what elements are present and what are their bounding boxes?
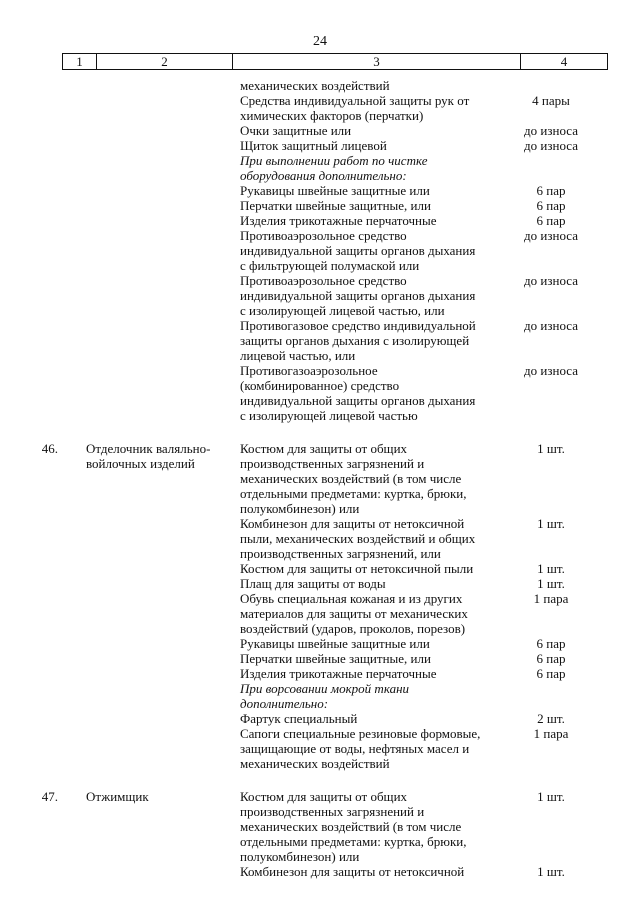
item-text: производственных загрязнений, или — [240, 546, 441, 561]
item-quantity: 6 пар — [536, 636, 566, 651]
item-quantity: 4 пары — [532, 93, 570, 108]
item-line — [240, 303, 640, 318]
item-text: Комбинезон для защиты от нетоксичной — [240, 516, 465, 531]
item-quantity: до износа — [524, 138, 578, 153]
item-text: с изолирующей лицевой частью — [240, 408, 418, 423]
item-text: с изолирующей лицевой частью, или — [240, 303, 445, 318]
item-text: (комбинированное) средство — [240, 378, 400, 393]
item-text: индивидуальной защиты органов дыхания — [240, 288, 476, 303]
table-body — [0, 78, 640, 879]
header-col-1: 1 — [63, 54, 97, 69]
item-line — [240, 258, 640, 273]
item-line — [240, 441, 618, 456]
item-quantity — [484, 288, 618, 303]
item-text: При ворсовании мокрой ткани — [240, 681, 410, 696]
item-line — [240, 726, 618, 741]
item-line — [240, 138, 640, 153]
item-text: защищающие от воды, нефтяных масел и — [240, 741, 470, 756]
item-quantity — [484, 531, 618, 546]
item-line — [240, 576, 618, 591]
item-quantity: 1 шт. — [537, 789, 565, 804]
item-line — [240, 819, 618, 834]
header-col-3: 3 — [233, 54, 521, 69]
item-line — [240, 864, 618, 879]
item-text: Фартук специальный — [240, 711, 358, 726]
item-line — [240, 198, 640, 213]
item-quantity — [484, 243, 618, 258]
item-line — [240, 666, 618, 681]
item-quantity — [484, 621, 618, 636]
item-text: оборудования дополнительно: — [240, 168, 407, 183]
item-quantity: 6 пар — [536, 666, 566, 681]
item-text: производственных загрязнений и — [240, 456, 425, 471]
item-line — [240, 804, 618, 819]
item-text: с фильтрующей полумаской или — [240, 258, 420, 273]
item-text: Костюм для защиты от общих — [240, 789, 408, 804]
item-quantity — [484, 546, 618, 561]
item-quantity — [484, 819, 618, 834]
item-line — [240, 756, 618, 771]
item-text: Противоаэрозольное средство — [240, 273, 407, 288]
item-line — [240, 183, 640, 198]
item-quantity: 1 шт. — [537, 561, 565, 576]
item-line — [240, 288, 640, 303]
item-line — [240, 93, 640, 108]
page-number: 24 — [313, 34, 327, 49]
item-text: механических воздействий — [240, 78, 390, 93]
item-quantity: 1 шт. — [537, 864, 565, 879]
item-line — [240, 228, 640, 243]
item-text: полукомбинезон) или — [240, 849, 360, 864]
item-text: механических воздействий (в том числе — [240, 471, 462, 486]
profession-name — [72, 441, 222, 771]
item-text: Комбинезон для защиты от нетоксичной — [240, 864, 465, 879]
item-line — [240, 621, 618, 636]
item-text: отдельными предметами: куртка, брюки, — [240, 834, 467, 849]
item-quantity — [484, 741, 618, 756]
item-quantity — [484, 471, 618, 486]
item-text: При выполнении работ по чистке — [240, 153, 428, 168]
item-text: Очки защитные или — [240, 123, 352, 138]
item-quantity — [484, 696, 618, 711]
item-quantity — [484, 333, 618, 348]
item-quantity: 2 шт. — [537, 711, 565, 726]
item-quantity: 6 пар — [536, 198, 566, 213]
item-quantity — [484, 501, 618, 516]
item-quantity — [484, 456, 618, 471]
item-line — [240, 243, 640, 258]
item-quantity: до износа — [524, 123, 578, 138]
item-text: индивидуальной защиты органов дыхания — [240, 393, 476, 408]
item-quantity: 1 пара — [533, 591, 569, 606]
item-line — [240, 546, 618, 561]
item-quantity — [484, 804, 618, 819]
item-text: Средства индивидуальной защиты рук от — [240, 93, 470, 108]
item-quantity — [484, 78, 618, 93]
item-quantity — [484, 168, 618, 183]
profession-line: Отделочник валяльно- — [86, 441, 211, 456]
header-col-2: 2 — [97, 54, 233, 69]
item-line — [240, 681, 618, 696]
item-text: индивидуальной защиты органов дыхания — [240, 243, 476, 258]
item-quantity — [484, 108, 618, 123]
entry-number: 46. — [41, 441, 58, 456]
item-text: отдельными предметами: куртка, брюки, — [240, 486, 467, 501]
item-text: Сапоги специальные резиновые формовые, — [240, 726, 481, 741]
item-text: Изделия трикотажные перчаточные — [240, 666, 437, 681]
item-text: Рукавицы швейные защитные или — [240, 183, 430, 198]
item-text: пыли, механических воздействий и общих — [240, 531, 476, 546]
item-quantity — [484, 834, 618, 849]
item-quantity — [484, 408, 618, 423]
item-line — [240, 834, 618, 849]
item-line — [240, 516, 618, 531]
item-quantity — [484, 393, 618, 408]
item-text: химических факторов (перчатки) — [240, 108, 424, 123]
item-text: Обувь специальная кожаная и из других — [240, 591, 463, 606]
item-quantity: до износа — [524, 273, 578, 288]
item-text: полукомбинезон) или — [240, 501, 360, 516]
item-line — [240, 378, 640, 393]
item-text: Противоаэрозольное средство — [240, 228, 407, 243]
item-quantity — [484, 849, 618, 864]
profession-line: войлочных изделий — [86, 456, 195, 471]
entry-number: 47. — [41, 789, 58, 804]
header-col-4: 4 — [560, 54, 568, 69]
item-line — [240, 363, 640, 378]
table-row — [0, 789, 640, 879]
item-line — [240, 471, 618, 486]
item-line — [240, 393, 640, 408]
item-text: механических воздействий (в том числе — [240, 819, 462, 834]
item-line — [240, 591, 618, 606]
item-text: Перчатки швейные защитные, или — [240, 651, 431, 666]
item-line — [240, 168, 640, 183]
item-text: Изделия трикотажные перчаточные — [240, 213, 437, 228]
item-line — [240, 486, 618, 501]
item-quantity: 6 пар — [536, 651, 566, 666]
item-line — [240, 741, 618, 756]
item-text: Противогазовое средство индивидуальной — [240, 318, 476, 333]
item-text: материалов для защиты от механических — [240, 606, 468, 621]
continuation-block — [240, 78, 640, 423]
item-quantity — [484, 681, 618, 696]
item-line — [240, 531, 618, 546]
item-quantity — [484, 486, 618, 501]
item-quantity: 1 шт. — [537, 441, 565, 456]
entry-items — [240, 789, 618, 879]
item-text: механических воздействий — [240, 756, 390, 771]
item-line — [240, 636, 618, 651]
item-quantity — [484, 606, 618, 621]
item-text: защиты органов дыхания с изолирующей — [240, 333, 470, 348]
item-quantity: до износа — [524, 363, 578, 378]
item-line — [240, 711, 618, 726]
item-quantity: 1 шт. — [537, 516, 565, 531]
entries — [0, 423, 640, 879]
item-line — [240, 651, 618, 666]
profession-line: Отжимщик — [86, 789, 149, 804]
item-quantity — [484, 756, 618, 771]
item-quantity — [484, 258, 618, 273]
item-line — [240, 108, 640, 123]
item-quantity — [484, 348, 618, 363]
item-quantity: 1 пара — [533, 726, 569, 741]
item-line — [240, 78, 640, 93]
profession-name — [72, 789, 222, 879]
item-text: дополнительно: — [240, 696, 329, 711]
item-line — [240, 501, 618, 516]
item-text: Щиток защитный лицевой — [240, 138, 387, 153]
item-line — [240, 318, 640, 333]
item-text: производственных загрязнений и — [240, 804, 425, 819]
table-header — [62, 53, 608, 70]
item-text: лицевой частью, или — [240, 348, 356, 363]
item-line — [240, 348, 640, 363]
item-quantity — [484, 303, 618, 318]
item-line — [240, 606, 618, 621]
item-line — [240, 696, 618, 711]
item-line — [240, 123, 640, 138]
item-quantity: 6 пар — [536, 183, 566, 198]
item-line — [240, 408, 640, 423]
item-text: Противогазоаэрозольное — [240, 363, 378, 378]
item-line — [240, 561, 618, 576]
item-text: Плащ для защиты от воды — [240, 576, 386, 591]
item-text: воздействий (ударов, проколов, порезов) — [240, 621, 466, 636]
item-line — [240, 456, 618, 471]
item-text: Перчатки швейные защитные, или — [240, 198, 431, 213]
item-line — [240, 153, 640, 168]
table-row — [0, 441, 640, 771]
item-line — [240, 849, 618, 864]
item-quantity: до износа — [524, 228, 578, 243]
item-line — [240, 273, 640, 288]
entry-items — [240, 441, 618, 771]
item-text: Костюм для защиты от общих — [240, 441, 408, 456]
item-line — [240, 333, 640, 348]
item-quantity: до износа — [524, 318, 578, 333]
item-text: Костюм для защиты от нетоксичной пыли — [240, 561, 474, 576]
item-text: Рукавицы швейные защитные или — [240, 636, 430, 651]
item-quantity: 1 шт. — [537, 576, 565, 591]
item-line — [240, 213, 640, 228]
item-quantity — [484, 378, 618, 393]
item-line — [240, 789, 618, 804]
item-quantity — [484, 153, 618, 168]
item-quantity: 6 пар — [536, 213, 566, 228]
